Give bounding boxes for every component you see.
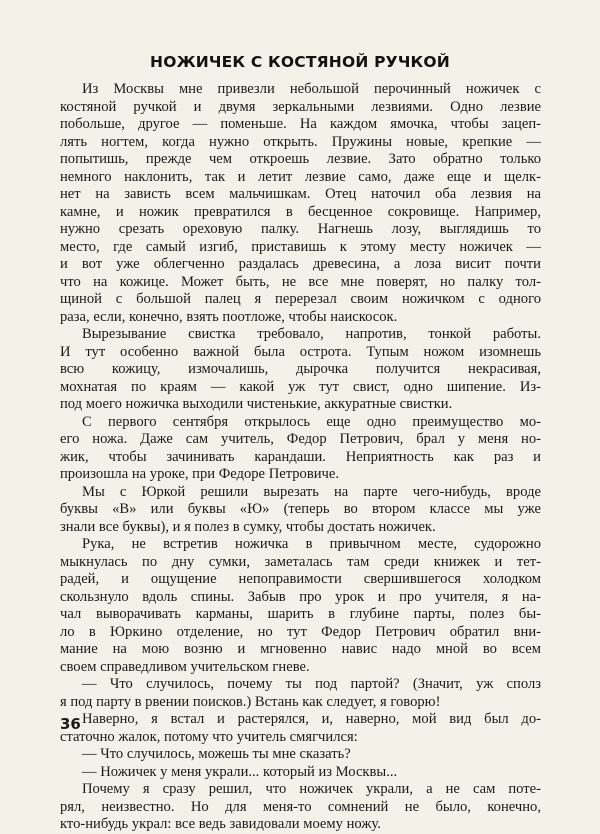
page-number: 36 (60, 715, 81, 733)
text-line: Вырезывание свистка требовало, напротив, тонкой работы. (82, 326, 541, 342)
text-line: я под парту в рвении поисков.) Встань как следует, я говорю! (60, 693, 441, 710)
text-line: чал выворачивать карманы, шарить в глубине парты, полез бы- (60, 606, 541, 622)
text-line: жик, чтобы зачинивать карандаши. Неприятность как раз и (60, 448, 541, 465)
text-line: щиной с большой палец я перерезал своим ножичком с одного (60, 291, 541, 307)
text-line: лять ногтем, когда нужно открыть. Пружины новые, крепкие — (60, 133, 541, 150)
text-line: мохнатая по краям — какой уж тут свист, одно шипение. Из- (60, 378, 541, 395)
text-line: раза, если, конечно, взять поотложе, чтобы наискосок. (60, 308, 398, 325)
text-line: знали все буквы), и я полез в сумку, чтобы достать ножичек. (60, 518, 436, 535)
text-line: кто-нибудь украл: все ведь завидовали моему ножу. (60, 816, 381, 832)
text-line: немного наклонить, так и летит лезвие само, даже еще и щелк- (60, 168, 541, 185)
text-line: под моего ножичка выходили чистенькие, аккуратные свистки. (60, 396, 453, 412)
text-line: радей, и ощущение непоправимости свершившегося холодком (60, 571, 541, 587)
text-line: и вот уже облегченно раздалась древесина, а лоза висит почти (60, 256, 541, 272)
text-line: буквы «В» или буквы «Ю» (теперь во втором классе мы уже (60, 501, 541, 517)
chapter-title: НОЖИЧЕК С КОСТЯНОЙ РУЧКОЙ (150, 53, 450, 71)
text-line: — Ножичек у меня украли... который из Москвы... (82, 763, 398, 780)
text-line: Мы с Юркой решили вырезать на парте чего-нибудь, вроде (82, 483, 541, 500)
text-line: — Что случилось, можешь ты мне сказать? (82, 746, 351, 762)
text-line: Наверно, я встал и растерялся, и, наверно, мой вид был до- (82, 711, 541, 727)
text-line: мание на мою возню и мгновенно навис надо мной во всем (60, 641, 541, 657)
text-line: Рука, не встретив ножичка в привычном месте, судорожно (82, 536, 541, 552)
text-line: скользнуло вдоль спины. Забыв про урок и про учителя, я на- (60, 588, 541, 605)
text-line: статочно жалок, потому что учитель смягчился: (60, 728, 358, 745)
text-line: нужно срезать ореховую палку. Нагнешь лозу, выглядишь то (60, 221, 541, 237)
text-line: произошла на уроке, при Федоре Петровиче. (60, 466, 340, 482)
text-line: Из Москвы мне привезли небольшой перочинный ножичек с (82, 81, 541, 97)
text-line: нет на зависть всем мальчишкам. Отец наточил оба лезвия на (60, 186, 541, 202)
text-line: ло в Юркино отделение, но тут Федор Петрович обратил вни- (60, 623, 541, 640)
text-line: — Что случилось, почему ты под партой? (Значит, уж сполз (82, 676, 541, 692)
text-line: попытишь, прежде чем откроешь лезвие. Зато обратно только (60, 151, 541, 167)
text-line: С первого сентября открылось еще одно преимущество мо- (82, 413, 541, 430)
text-line: костяной ручкой и двумя зеркальными лезвиями. Одно лезвие (60, 98, 541, 115)
text-line: рял, неизвестно. Но для меня-то сомнений не было, конечно, (60, 798, 541, 815)
text-line: камне, и ножик превратился в бесценное сокровище. Например, (60, 203, 541, 220)
text-line: его ножа. Даже сам учитель, Федор Петрович, брал у меня но- (60, 431, 541, 447)
text-line: побольше, другое — поменьше. На каждом ямочка, чтобы зацеп- (60, 116, 541, 132)
text-line: своем справедливом учительском гневе. (60, 658, 310, 675)
text-line: мыкнулась по дну сумки, заметалась там среди книжек и тет- (60, 553, 541, 570)
text-line: всю кожицу, измочалишь, дырочка получится некрасивая, (60, 361, 541, 377)
text-line: И тут особенно важной была острота. Тупым ножом изомнешь (60, 343, 541, 360)
text-line: место, где самый изгиб, приставишь к этому месту ножичек — (60, 238, 541, 255)
body-text (60, 81, 541, 834)
text-line: Почему я сразу решил, что ножичек украли, а не сам поте- (82, 781, 541, 797)
text-line: что на кожице. Может быть, не все мне поверят, но палку тол- (60, 273, 541, 290)
